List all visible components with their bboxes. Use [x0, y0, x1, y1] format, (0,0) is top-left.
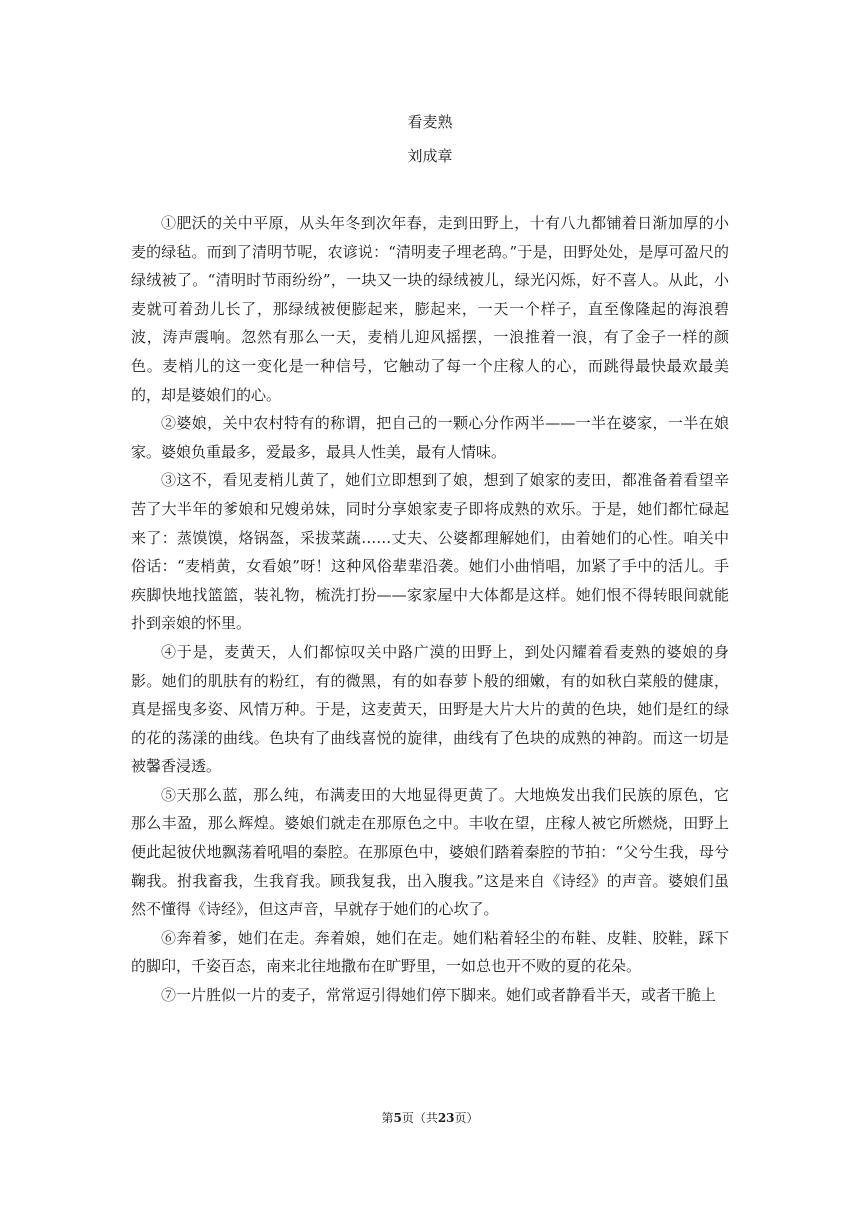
paragraph-7: ⑦一片胜似一片的麦子，常常逗引得她们停下脚来。她们或者静看半天，或者干脆上 [161, 986, 717, 1005]
footer-page-number: 5 [393, 1111, 402, 1125]
footer-middle: 页（共 [401, 1111, 438, 1125]
page-footer [0, 1110, 860, 1126]
paragraph-4: ④于是，麦黄天，人们都惊叹关中路广漠的田野上，到处闪耀着看麦熟的婆娘的身影。她们的肌肤有的粉红，有的微黑，有的如春萝卜般的细嫩，有的如秋白菜般的健康，真是摇曳多姿、风情万种。于是，这麦黄天，田野是大片大片的黄的色块，她们是红的绿的花的荡漾的曲线。色块有了曲线喜悦的旋律，曲线有了色块的成熟的神韵。而这一切是被馨香浸透。 [131, 642, 729, 776]
article-body [131, 209, 729, 1010]
paragraph-3: ③这不，看见麦梢儿黄了，她们立即想到了娘，想到了娘家的麦田，都准备着看望辛苦了大半年的爹娘和兄嫂弟妹，同时分享娘家麦子即将成熟的欢乐。于是，她们都忙碌起来了：蒸馍馍，烙锅盔，采拔菜蔬……丈夫、公婆都理解她们，由着她们的心性。咱关中俗话：“麦梢黄，女看娘”呀！这种风俗辈辈沿袭。她们小曲悄唱，加紧了手中的活儿。手疾脚快地找篮篮，装礼物，梳洗打扮——家家屋中大体都是这样。她们恨不得转眼间就能扑到亲娘的怀里。 [131, 471, 729, 633]
article-author: 刘成章 [407, 147, 453, 165]
paragraph-1: ①肥沃的关中平原，从头年冬到次年春，走到田野上，十有八九都铺着日渐加厚的小麦的绿毡。而到了清明节呢，农谚说：“清明麦子埋老鸹。”于是，田野处处，是厚可盈尺的绿绒被了。“清明时节雨纷纷”，一块又一块的绿绒被儿，绿光闪烁，好不喜人。从此，小麦就可着劲儿长了，那绿绒被便膨起来，膨起来，一天一个样子，直至像隆起的海浪碧波，涛声震响。忽然有那么一天，麦梢儿迎风摇摆，一浪推着一浪，有了金子一样的颜色。麦梢儿的这一变化是一种信号，它触动了每一个庄稼人的心，而跳得最快最欢最美的，却是婆娘们的心。 [131, 214, 729, 404]
paragraph-6: ⑥奔着爹，她们在走。奔着娘，她们在走。她们粘着轻尘的布鞋、皮鞋、胶鞋，踩下的脚印，千姿百态，南来北往地撒布在旷野里，一如总也开不败的夏的花朵。 [131, 928, 729, 976]
footer-total-pages: 23 [437, 1111, 455, 1125]
paragraph-5: ⑤天那么蓝，那么纯，布满麦田的大地显得更黄了。大地焕发出我们民族的原色，它那么丰盈，那么辉煌。婆娘们就走在那原色之中。丰收在望，庄稼人被它所燃烧，田野上便此起彼伏地飘荡着吼唱的秦腔。在那原色中，婆娘们踏着秦腔的节拍：“父兮生我，母兮鞠我。拊我畜我，生我育我。顾我复我，出入腹我。”这是来自《诗经》的声音。婆娘们虽然不懂得《诗经》，但这声音，早就存于她们的心坎了。 [131, 785, 729, 919]
paragraph-2: ②婆娘，关中农村特有的称谓，把自己的一颗心分作两半——一半在婆家，一半在娘家。婆娘负重最多，爱最多，最具人性美，最有人情味。 [131, 414, 729, 461]
footer-prefix: 第 [381, 1111, 394, 1125]
footer-suffix: 页） [454, 1111, 479, 1125]
article-title: 看麦熟 [407, 113, 453, 131]
